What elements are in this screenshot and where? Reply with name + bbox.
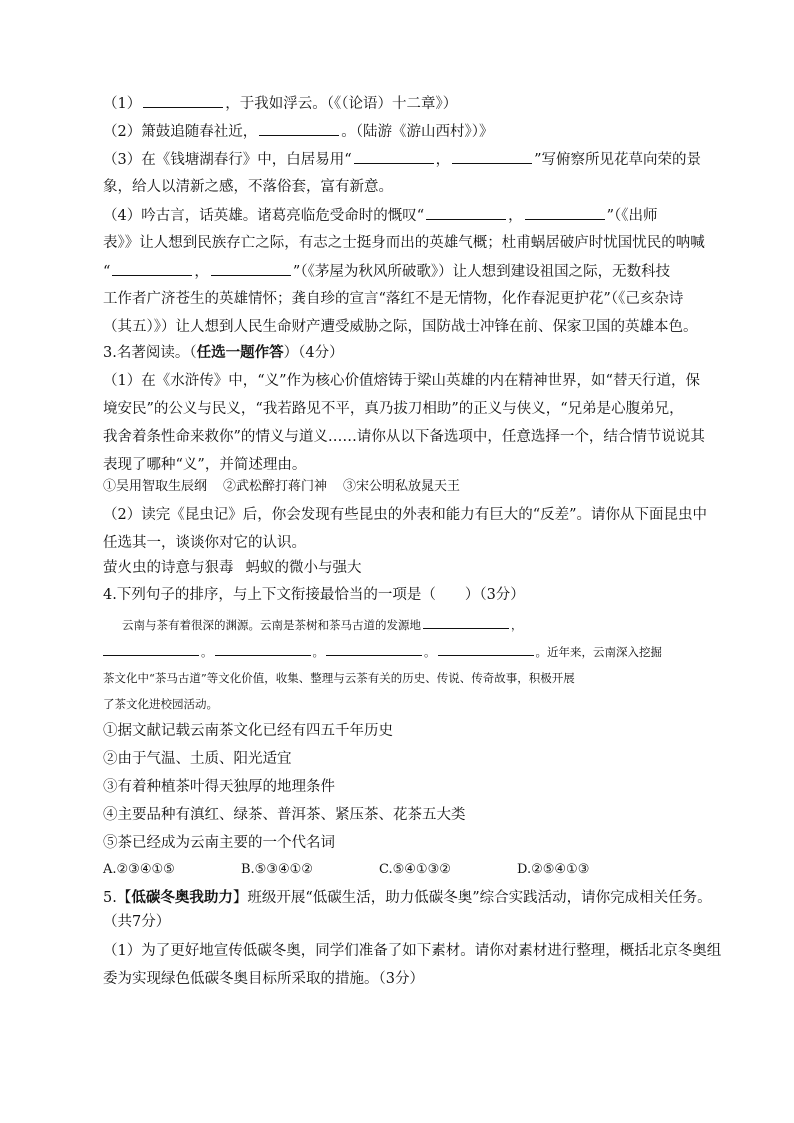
choice-a[interactable]: A.②③④①⑤ <box>103 862 175 877</box>
q4-sentence: ⑤茶已经成为云南主要的一个代名词 <box>103 835 335 851</box>
q2-item-4-cont: 工作者广济苍生的英雄情怀；龚自珍的宣言“落红不是无情物，化作春泥更护花”（《己亥杂诗 <box>103 291 684 307</box>
q4-sentence: ③有着种植茶叶得天独厚的地理条件 <box>103 779 335 795</box>
q3-title: 3.名著阅读。（任选一题作答）（4分） <box>103 344 344 361</box>
answer-blank[interactable] <box>143 93 223 108</box>
q3-part-1: 我舍着条性命来救你”的情义与道义……请你从以下备选项中，任意选择一个，结合情节说说其 <box>103 429 705 445</box>
option-item: ②武松醉打蒋门神 <box>223 479 328 494</box>
q2-item-3-cont: 象，给人以清新之感，不落俗套，富有新意。 <box>103 179 393 195</box>
answer-blank[interactable] <box>426 205 506 220</box>
q3-part-1: （1）在《水浒传》中，“义”作为核心价值熔铸于梁山英雄的内在精神世界，如“替天行道，保 <box>103 373 700 389</box>
q4-choices <box>103 860 589 880</box>
q3-insects <box>103 558 362 578</box>
answer-blank[interactable] <box>326 641 422 656</box>
q5-part-1: 委为实现绿色低碳冬奥目标所采取的措施。（3分） <box>103 971 424 987</box>
q2-item-4-cont: “ ， ”（《茅屋为秋风所破歌》）让人想到建设祖国之际，无数科技 <box>103 261 670 282</box>
option-item: ①吴用智取生辰纲 <box>103 479 208 494</box>
q3-part-2: 任选其一，谈谈你对它的认识。 <box>103 535 306 551</box>
q4-passage: 。 。 。 。近年来，云南深入挖掘 <box>103 641 662 662</box>
q3-options <box>103 477 460 497</box>
answer-blank[interactable] <box>525 205 605 220</box>
q2-item-4: （4）吟古言，话英雄。诸葛亮临危受命时的慨叹“ ， ”（《出师 <box>103 205 658 226</box>
answer-blank[interactable] <box>112 261 192 276</box>
q4-passage: 茶文化中“茶马古道”等文化价值，收集、整理与云茶有关的历史、传说、传奇故事，积极开展 <box>103 671 575 685</box>
answer-blank[interactable] <box>452 149 532 164</box>
q2-item-3: （3）在《钱塘湖春行》中，白居易用“ ， ”写俯察所见花草向荣的景 <box>103 149 701 170</box>
answer-blank[interactable] <box>259 121 339 136</box>
q3-part-1: 境安民”的公义与民义，“我若路见不平，真乃拔刀相助”的正义与侠义，“兄弟是心腹弟兄， <box>103 401 684 417</box>
answer-blank[interactable] <box>423 614 509 629</box>
q4-sentence: ①据文献记载云南茶文化已经有四五千年历史 <box>103 723 393 739</box>
option-item: ③宋公明私放晁天王 <box>343 479 461 494</box>
answer-blank[interactable] <box>215 641 311 656</box>
answer-blank[interactable] <box>354 149 434 164</box>
answer-blank[interactable] <box>103 641 199 656</box>
choice-d[interactable]: D.②⑤④①③ <box>517 862 590 877</box>
q5-part-1: （1）为了更好地宣传低碳冬奥，同学们准备了如下素材。请你对素材进行整理，概括北京冬奥组 <box>103 943 722 959</box>
q2-item-4-cont: （其五）》）让人想到人民生命财产遭受威胁之际，国防战士冲锋在前、保家卫国的英雄本色。 <box>103 319 698 335</box>
q2-item-4-cont: 表》》让人想到民族存亡之际，有志之士挺身而出的英雄气概；杜甫蜗居破庐时忧国忧民的呐喊 <box>103 235 705 251</box>
insect-option: 萤火虫的诗意与狠毒 <box>103 560 234 576</box>
insect-option: 蚂蚁的微小与强大 <box>245 560 362 576</box>
q5-title: 5.【低碳冬奥我助力】班级开展“低碳生活，助力低碳冬奥”综合实践活动，请你完成相关任务。 <box>103 889 712 906</box>
q2-item-1: （1） ，于我如浮云。（《（论语）十二章》） <box>103 93 457 114</box>
answer-blank[interactable] <box>438 641 534 656</box>
choice-b[interactable]: B.⑤③④①② <box>241 862 313 877</box>
q5-score: （共7分） <box>103 914 171 930</box>
q4-passage: 了茶文化进校园活动。 <box>103 697 218 711</box>
q4-title: 4.下列句子的排序，与上下文衔接最恰当的一项是（ ）（3分） <box>103 587 525 603</box>
choice-c[interactable]: C.⑤④①③② <box>379 862 451 877</box>
q4-sentence: ②由于气温、土质、阳光适宜 <box>103 751 292 767</box>
q4-passage: 云南与茶有着很深的渊源。云南是茶树和茶马古道的发源地 ， <box>122 614 523 635</box>
q4-sentence: ④主要品种有滇红、绿茶、普洱茶、紧压茶、花茶五大类 <box>103 807 466 823</box>
answer-blank[interactable] <box>211 261 291 276</box>
q3-part-2: （2）读完《昆虫记》后，你会发现有些昆虫的外表和能力有巨大的“反差”。请你从下面昆虫中 <box>103 507 708 523</box>
q3-part-1: 表现了哪种“义”，并简述理由。 <box>103 457 307 473</box>
q2-item-2: （2）箫鼓追随春社近， 。（陆游《游山西村》）》 <box>103 121 493 142</box>
